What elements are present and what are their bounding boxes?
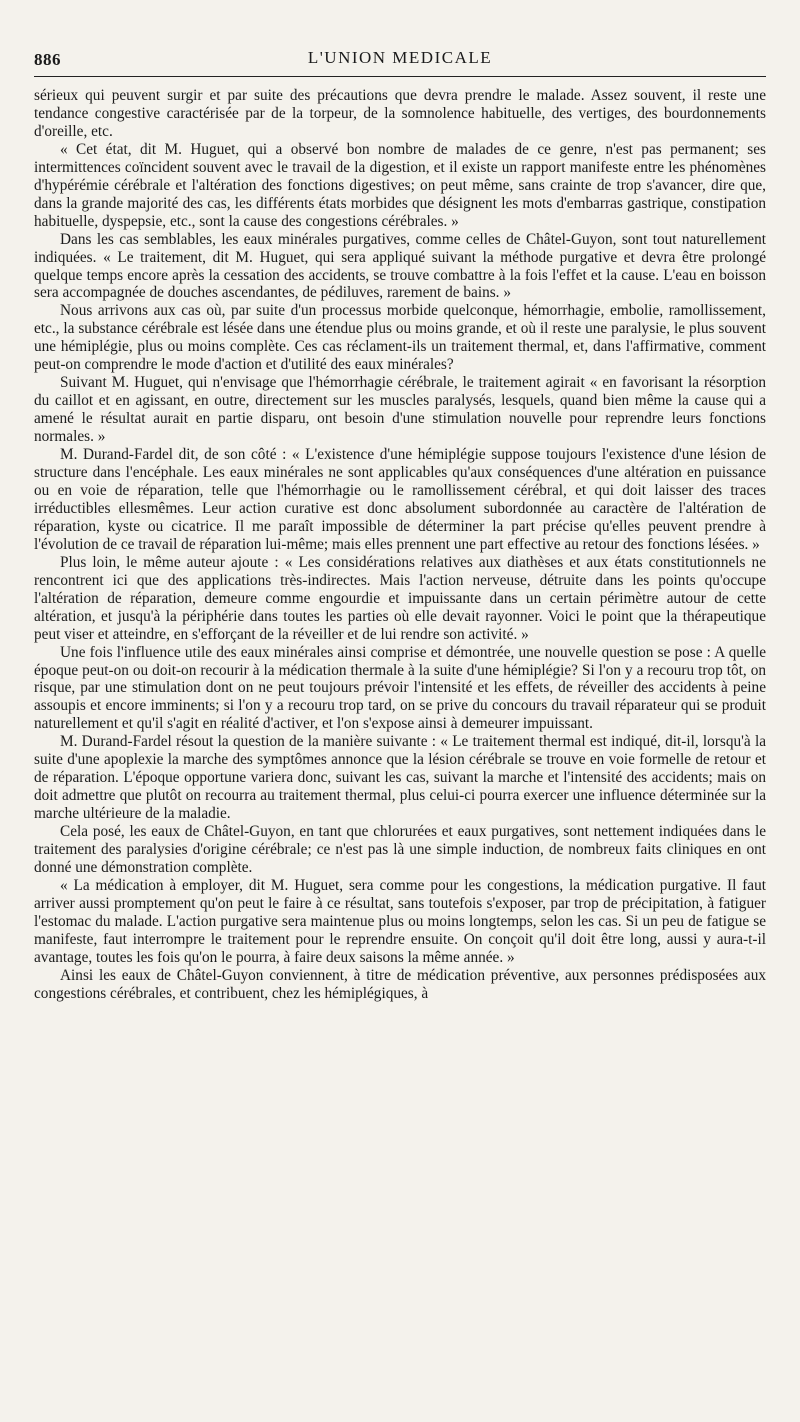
paragraph-5: Suivant M. Huguet, qui n'envisage que l'hémorrhagie cérébrale, le traitement agirait « en favorisant la résorption du caillot et en agissant, en outre, directement sur les muscles paralysés, lesquels, quand bien même la cause qui a amené le résultat aurait en partie disparu, ont besoin d'une stimulation nouvelle pour reprendre leurs fonctions normales. » (34, 374, 766, 446)
page-number: 886 (34, 50, 61, 69)
journal-title: L'UNION MEDICALE (307, 48, 493, 67)
paragraph-2: « Cet état, dit M. Huguet, qui a observé bon nombre de malades de ce genre, n'est pas permanent; ses intermittences coïncident souvent avec le travail de la digestion, et il existe un rapport manifeste entre les phénomènes d'hypérémie cérébrale et l'altération des fonctions digestives; on peut même, sans crainte de trop s'avancer, dire que, dans la grande majorité des cas, les différents états morbides que désignent les mots d'embarras gastrique, constipation habituelle, dyspepsie, etc., sont la cause des congestions cérébrales. » (34, 140, 766, 230)
body-text (34, 87, 766, 1003)
paragraph-8: Une fois l'influence utile des eaux minérales ainsi comprise et démontrée, une nouvelle question se pose : A quelle époque peut-on ou doit-on recourir à la médication thermale à la suite d'une hémiplégie? Si l'on y a recouru trop tôt, on risque, par une stimulation dont on ne peut toujours prévoir l'intensité et les effets, de réveiller des accidents à peine assoupis et encore imminents; si l'on y a recouru trop tard, on se prive du concours du travail réparateur qui se produit naturellement et qu'il s'agit en réalité d'activer, et l'on s'expose ainsi à demeurer impuissant. (34, 643, 766, 733)
page (34, 46, 766, 1003)
paragraph-3: Dans les cas semblables, les eaux minérales purgatives, comme celles de Châtel-Guyon, sont tout naturellement indiquées. « Le traitement, dit M. Huguet, qui sera appliqué suivant la méthode purgative et devra être prolongé quelque temps encore après la cessation des accidents, se trouve combattre à la fois l'effet et la cause. L'eau en boisson sera accompagnée de douches ascendantes, de pédiluves, rarement de bains. » (34, 230, 766, 302)
paragraph-11: « La médication à employer, dit M. Huguet, sera comme pour les congestions, la médication purgative. Il faut arriver aussi promptement qu'on peut le faire à ce résultat, sans toutefois s'exposer, par trop de précipitation, à fatiguer l'estomac du malade. L'action purgative sera maintenue plus ou moins longtemps, selon les cas. Si un peu de fatigue se manifeste, faut interrompre le traitement pour le reprendre ensuite. On conçoit qu'il doit être long, aussi y aura-t-il avantage, toutes les fois qu'on le pourra, à faire deux saisons la même année. » (34, 876, 766, 966)
paragraph-9: M. Durand-Fardel résout la question de la manière suivante : « Le traitement thermal est indiqué, dit-il, lorsqu'à la suite d'une apoplexie la marche des symptômes annonce que la lésion cérébrale se trouve en voie formelle de retour et de réparation. L'époque opportune variera donc, suivant les cas, suivant la marche et l'intensité des accidents; mais on doit admettre que plutôt on recourra au traitement thermal, plus celui-ci pourra exercer une influence déterminée sur la marche ultérieure de la maladie. (34, 733, 766, 823)
paragraph-4: Nous arrivons aux cas où, par suite d'un processus morbide quelconque, hémorrhagie, embolie, ramollissement, etc., la substance cérébrale est lésée dans une étendue plus ou moins grande, et où il reste une paralysie, le plus souvent une hémiplégie, plus ou moins complète. Ces cas réclament-ils un traitement thermal, et, dans l'affirmative, comment peut-on comprendre le mode d'action et d'utilité des eaux minérales? (34, 302, 766, 374)
paragraph-10: Cela posé, les eaux de Châtel-Guyon, en tant que chlorurées et eaux purgatives, sont nettement indiquées dans le traitement des paralysies d'origine cérébrale; ce n'est pas là une simple induction, de nombreux faits cliniques en ont donné une démonstration complète. (34, 823, 766, 876)
paragraph-7: Plus loin, le même auteur ajoute : « Les considérations relatives aux diathèses et aux états constitutionnels ne rencontrent ici que des applications très-indirectes. Mais l'action nerveuse, détruite dans les points qu'occupe l'altération de réparation, demeure comme engourdie et impuissante dans un certain périmètre autour de cette altération, et jusqu'à la périphérie dans toutes les parties où elle devait rayonner. Voici le point que la thérapeutique peut viser et atteindre, en s'efforçant de la réveiller et de lui rendre son activité. » (34, 553, 766, 643)
paragraph-6: M. Durand-Fardel dit, de son côté : « L'existence d'une hémiplégie suppose toujours l'existence d'une lésion de structure dans l'encéphale. Les eaux minérales ne sont applicables qu'aux conséquences d'une altération en puissance ou en voie de réparation, telle que l'hémorrhagie ou le ramollissement cérébral, et qui doit laisser des traces irréductibles ellesmêmes. Leur action curative est donc absolument subordonnée au caractère de l'altération de réparation, kyste ou cicatrice. Il me paraît impossible de déterminer la part précise qu'elles peuvent prendre à l'évolution de ce travail de réparation lui-même; mais elles prennent une part effective au retour des fonctions lésées. » (34, 446, 766, 553)
paragraph-12: Ainsi les eaux de Châtel-Guyon conviennent, à titre de médication préventive, aux personnes prédisposées aux congestions cérébrales, et contribuent, chez les hémiplégiques, à (34, 966, 766, 1002)
paragraph-1: sérieux qui peuvent surgir et par suite des précautions que devra prendre le malade. Assez souvent, il reste une tendance congestive caractérisée par de la torpeur, de la somnolence habituelle, des vertiges, des bourdonnements d'oreille, etc. (34, 87, 766, 140)
running-header (34, 46, 766, 77)
